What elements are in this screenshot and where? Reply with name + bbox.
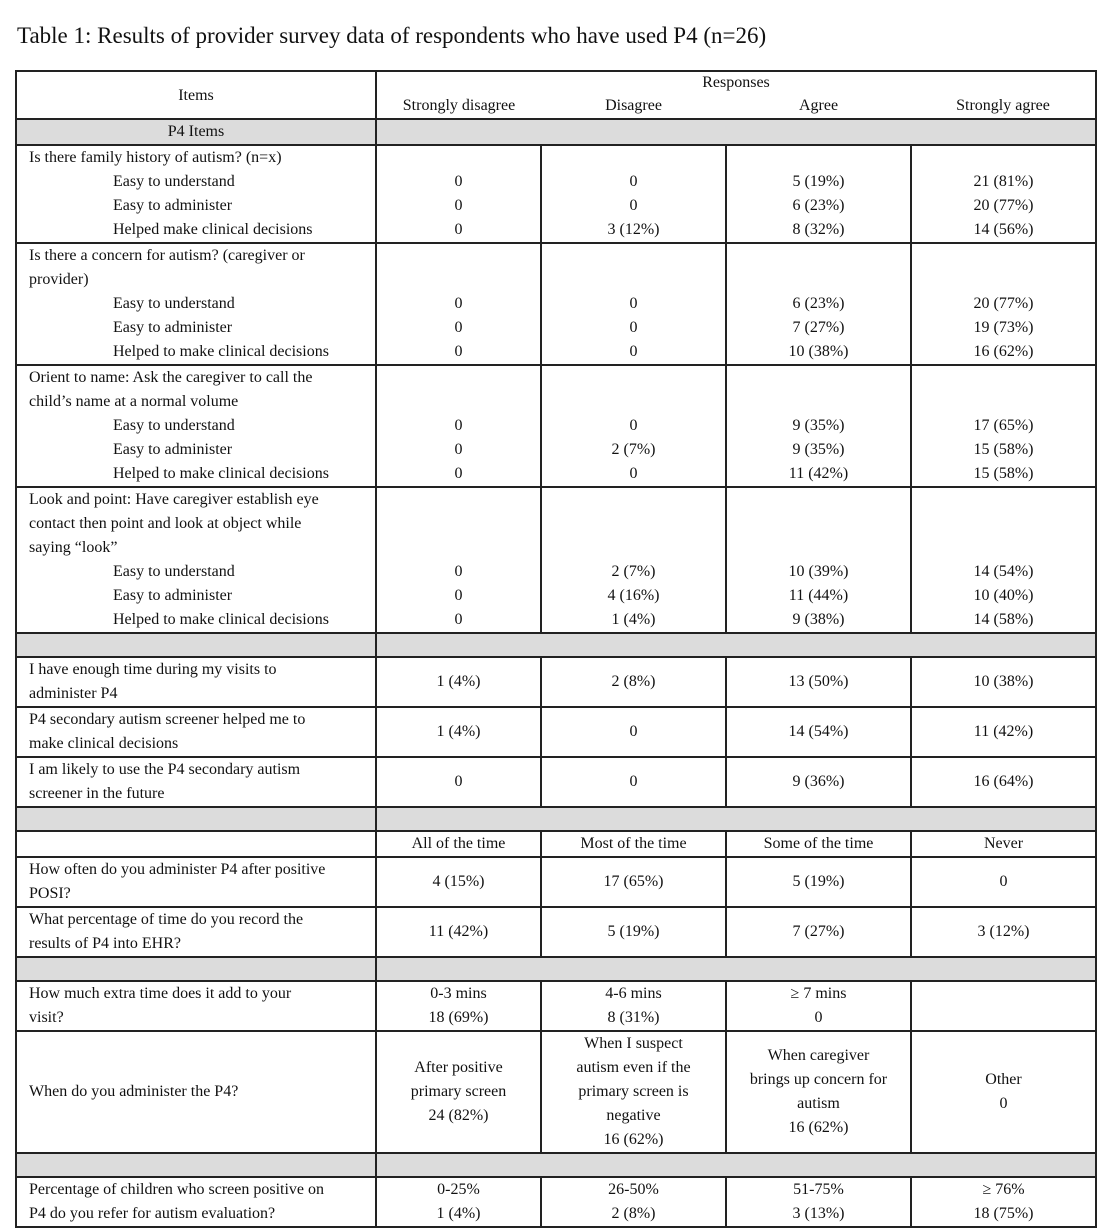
question-text: administer P4 xyxy=(29,685,118,702)
cell-value: 0-25% xyxy=(437,1181,480,1198)
question-text: What percentage of time do you record the xyxy=(29,911,304,928)
cell-value: 1 (4%) xyxy=(376,707,541,757)
cell-value: 13 (50%) xyxy=(726,657,911,707)
extra-time-row xyxy=(16,981,1096,1031)
cell-value: negative xyxy=(606,1107,661,1124)
cell-value: 14 (54%) xyxy=(726,707,911,757)
cell-value: primary screen xyxy=(410,1083,507,1100)
subitem-label: Easy to administer xyxy=(113,197,233,214)
col-header: Strongly agree xyxy=(911,94,1096,119)
cell-value: 0 xyxy=(629,197,638,214)
cell-value: 2 (8%) xyxy=(541,657,726,707)
cell-value: 0 xyxy=(454,197,463,214)
cell-value: 0 xyxy=(454,173,463,190)
cell-value: 0 xyxy=(454,465,463,482)
question-text: Orient to name: Ask the caregiver to call the xyxy=(29,369,313,386)
gray-separator xyxy=(16,1153,376,1177)
cell-value: 10 (40%) xyxy=(973,587,1034,604)
cell-value: 0 xyxy=(454,563,463,580)
cell-value: 21 (81%) xyxy=(973,173,1034,190)
cell-value: 18 (69%) xyxy=(428,1009,489,1026)
cell-value: 11 (42%) xyxy=(788,465,849,482)
cell-value: 9 (38%) xyxy=(792,611,845,628)
cell-value: 4 (16%) xyxy=(607,587,660,604)
question-group xyxy=(16,243,1096,365)
cell-value: 0-3 mins xyxy=(430,985,487,1002)
cell-value: 1 (4%) xyxy=(611,611,656,628)
cell-value: 16 (62%) xyxy=(788,1119,849,1136)
question-group xyxy=(16,487,1096,633)
cell-value: 0 xyxy=(454,295,463,312)
cell-value: 0 xyxy=(814,1009,823,1026)
cell-value: 1 (4%) xyxy=(376,657,541,707)
cell-value: 0 xyxy=(541,757,726,807)
question-text: make clinical decisions xyxy=(29,735,179,752)
question-text: saying “look” xyxy=(29,539,118,556)
cell-value: 0 xyxy=(999,1095,1008,1112)
col-header: Disagree xyxy=(605,97,662,114)
question-text: I have enough time during my visits to xyxy=(29,661,277,678)
cell-value: 3 (13%) xyxy=(792,1205,845,1222)
cell-value: 3 (12%) xyxy=(911,907,1096,957)
cell-value: 9 (35%) xyxy=(792,417,845,434)
cell-value: 2 (7%) xyxy=(611,563,656,580)
cell-value: 0 xyxy=(629,417,638,434)
subitem-label: Helped to make clinical decisions xyxy=(113,465,329,482)
items-header: Items xyxy=(16,71,376,119)
cell-value: 16 (62%) xyxy=(603,1131,664,1148)
cell-value: 6 (23%) xyxy=(792,197,845,214)
cell-value: 24 (82%) xyxy=(428,1107,489,1124)
question-text: Is there a concern for autism? (caregiver or xyxy=(29,247,305,264)
likert-row xyxy=(16,757,1096,807)
frequency-row xyxy=(16,857,1096,907)
cell-value: 10 (38%) xyxy=(788,343,849,360)
question-text: Look and point: Have caregiver establish eye xyxy=(29,491,319,508)
when-row xyxy=(16,1031,1096,1153)
cell-value: 0 xyxy=(629,295,638,312)
question-text: visit? xyxy=(29,1009,64,1026)
question-text: P4 do you refer for autism evaluation? xyxy=(29,1205,276,1222)
question-text: How often do you administer P4 after positive xyxy=(29,861,326,878)
cell-value: 51-75% xyxy=(793,1181,844,1198)
cell-value: 11 (42%) xyxy=(911,707,1096,757)
cell-value: 5 (19%) xyxy=(726,857,911,907)
subitem-label: Easy to administer xyxy=(113,319,233,336)
question-group xyxy=(16,365,1096,487)
gray-separator xyxy=(16,633,376,657)
col-header: All of the time xyxy=(376,831,541,857)
cell-value: 0 xyxy=(629,465,638,482)
survey-table xyxy=(15,70,1097,1228)
gray-separator xyxy=(376,957,1096,981)
cell-value: After positive xyxy=(414,1059,503,1076)
cell-value: 0 xyxy=(454,441,463,458)
cell-value: 0 xyxy=(454,221,463,238)
cell-value: 15 (58%) xyxy=(973,441,1034,458)
likert-row xyxy=(16,657,1096,707)
subitem-label: Easy to understand xyxy=(113,563,235,580)
cell-value: ≥ 76% xyxy=(982,1181,1025,1198)
question-text: POSI? xyxy=(29,885,71,902)
responses-header: Responses xyxy=(376,71,1096,94)
question-text: results of P4 into EHR? xyxy=(29,935,181,952)
question-text: Is there family history of autism? (n=x) xyxy=(29,149,282,166)
cell-value: autism even if the xyxy=(576,1059,691,1076)
cell-value: 14 (54%) xyxy=(973,563,1034,580)
cell-value: 0 xyxy=(541,707,726,757)
cell-value: 17 (65%) xyxy=(973,417,1034,434)
cell-value: 14 (56%) xyxy=(973,221,1034,238)
question-text: contact then point and look at object while xyxy=(29,515,302,532)
cell-value: 6 (23%) xyxy=(792,295,845,312)
cell-value: 20 (77%) xyxy=(973,295,1034,312)
cell-value: 1 (4%) xyxy=(436,1205,481,1222)
section-label: P4 Items xyxy=(16,119,376,145)
col-header: Agree xyxy=(798,97,839,114)
subitem-label: Helped to make clinical decisions xyxy=(113,611,329,628)
subitem-label: Helped to make clinical decisions xyxy=(113,343,329,360)
subitem-label: Easy to understand xyxy=(113,417,235,434)
cell-value: brings up concern for xyxy=(749,1071,888,1088)
cell-value: 7 (27%) xyxy=(792,319,845,336)
cell-value: 8 (31%) xyxy=(607,1009,660,1026)
cell-value: 15 (58%) xyxy=(973,465,1034,482)
question-text: When do you administer the P4? xyxy=(16,1031,376,1153)
refer-row xyxy=(16,1177,1096,1227)
cell-value: 0 xyxy=(376,757,541,807)
cell-value: 16 (62%) xyxy=(973,343,1034,360)
subitem-label: Easy to administer xyxy=(113,587,233,604)
cell-value: 8 (32%) xyxy=(792,221,845,238)
question-group xyxy=(16,145,1096,243)
question-text: screener in the future xyxy=(29,785,165,802)
cell-value: 0 xyxy=(911,857,1096,907)
cell-value: 0 xyxy=(454,611,463,628)
cell-value: 11 (44%) xyxy=(788,587,849,604)
cell-value: When I suspect xyxy=(584,1035,683,1052)
cell-value: 4-6 mins xyxy=(605,985,662,1002)
subitem-label: Easy to understand xyxy=(113,173,235,190)
question-text: Percentage of children who screen positive on xyxy=(29,1181,325,1198)
cell-value: 2 (7%) xyxy=(611,441,656,458)
question-text: provider) xyxy=(29,271,89,288)
col-header: Some of the time xyxy=(726,831,911,857)
cell-value: 5 (19%) xyxy=(792,173,845,190)
col-header: Most of the time xyxy=(541,831,726,857)
cell-value: 11 (42%) xyxy=(376,907,541,957)
gray-separator xyxy=(376,1153,1096,1177)
cell-value: 0 xyxy=(454,319,463,336)
cell-value: 17 (65%) xyxy=(541,857,726,907)
cell-value: 0 xyxy=(454,417,463,434)
cell-value: 9 (35%) xyxy=(792,441,845,458)
section-spacer xyxy=(376,119,1096,145)
cell-value: ≥ 7 mins xyxy=(790,985,847,1002)
cell-value: 0 xyxy=(454,587,463,604)
blank-cell xyxy=(911,981,1096,1031)
cell-value: 3 (12%) xyxy=(607,221,660,238)
subitem-label: Helped make clinical decisions xyxy=(113,221,313,238)
subitem-label: Easy to administer xyxy=(113,441,233,458)
cell-value: 0 xyxy=(629,319,638,336)
cell-value: 18 (75%) xyxy=(973,1205,1034,1222)
cell-value: 5 (19%) xyxy=(541,907,726,957)
cell-value: 20 (77%) xyxy=(973,197,1034,214)
cell-value: 10 (38%) xyxy=(911,657,1096,707)
cell-value: 9 (36%) xyxy=(726,757,911,807)
gray-separator xyxy=(16,957,376,981)
question-text: P4 secondary autism screener helped me to xyxy=(29,711,306,728)
cell-value: Other xyxy=(985,1071,1022,1088)
cell-value: 0 xyxy=(629,173,638,190)
cell-value: primary screen is xyxy=(578,1083,689,1100)
blank-cell xyxy=(16,831,376,857)
cell-value: 0 xyxy=(454,343,463,360)
gray-separator xyxy=(376,633,1096,657)
cell-value: When caregiver xyxy=(767,1047,870,1064)
question-text: I am likely to use the P4 secondary autism xyxy=(29,761,301,778)
frequency-row xyxy=(16,907,1096,957)
table-title: Table 1: Results of provider survey data of respondents who have used P4 (n=26) xyxy=(17,23,767,48)
gray-separator xyxy=(16,807,376,831)
col-header: Strongly disagree xyxy=(376,94,541,119)
cell-value: 2 (8%) xyxy=(611,1205,656,1222)
question-text: How much extra time does it add to your xyxy=(29,985,292,1002)
cell-value: 7 (27%) xyxy=(726,907,911,957)
cell-value: 10 (39%) xyxy=(788,563,849,580)
cell-value: 19 (73%) xyxy=(973,319,1034,336)
cell-value: 0 xyxy=(629,343,638,360)
cell-value: 26-50% xyxy=(608,1181,659,1198)
cell-value: 14 (58%) xyxy=(973,611,1034,628)
gray-separator xyxy=(376,807,1096,831)
question-text: child’s name at a normal volume xyxy=(29,393,239,410)
cell-value: 4 (15%) xyxy=(376,857,541,907)
cell-value: 16 (64%) xyxy=(911,757,1096,807)
likert-row xyxy=(16,707,1096,757)
col-header: Never xyxy=(911,831,1096,857)
subitem-label: Easy to understand xyxy=(113,295,235,312)
cell-value: autism xyxy=(797,1095,840,1112)
